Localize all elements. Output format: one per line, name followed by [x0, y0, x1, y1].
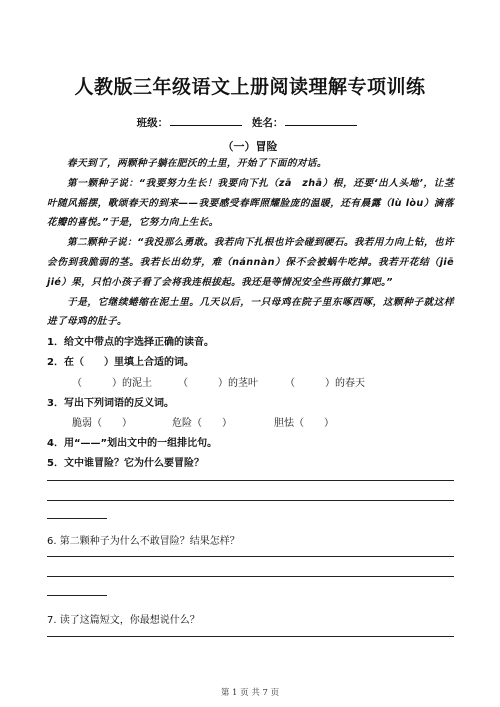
answer-line[interactable] — [47, 595, 107, 596]
question-7: 7. 读了这篇短文，你最想说什么？ — [47, 615, 200, 626]
q3-option-2[interactable]: 危险（ ） — [172, 418, 232, 429]
passage-paragraph: 于是，它继续蜷缩在泥土里。几天以后，一只母鸡在院子里东啄西啄，这颗种子就这样进了母鸡的肚子。 — [47, 296, 454, 328]
question-5: 5．文中谁冒险？它为什么要冒险？ — [47, 458, 204, 469]
answer-line[interactable] — [47, 576, 454, 577]
name-label: 姓名： — [251, 117, 284, 129]
question-4: 4．用“——”划出文中的一组排比句。 — [47, 438, 218, 449]
question-6: 6. 第二颗种子为什么不敢冒险？结果怎样？ — [47, 536, 240, 547]
answer-line[interactable] — [47, 556, 454, 557]
name-blank[interactable] — [285, 115, 357, 126]
class-blank[interactable] — [170, 115, 242, 126]
page-footer: 第 1 页 共 7 页 — [220, 688, 280, 698]
q3-option-1[interactable]: 脆弱（ ） — [72, 418, 132, 429]
answer-line[interactable] — [47, 480, 454, 481]
passage-paragraph: 春天到了，两颗种子躺在肥沃的土里，开始了下面的对话。 — [67, 158, 327, 169]
question-2: 2．在（ ）里填上合适的词。 — [47, 357, 194, 368]
class-label: 班级： — [136, 117, 169, 129]
passage-text — [47, 154, 464, 332]
q2-option-1[interactable]: （ ）的泥土 — [72, 378, 152, 389]
student-info-row — [0, 115, 500, 130]
passage-paragraph: 第一颗种子说：“我要努力生长！我要向下扎（zā zhā）根，还要‘出人头地’，让茎叶随风摇摆，歌颂春天的到来——我要感受春晖照耀脸庞的温暖，还有晨露（lù lòu）滴落花瓣的喜悦。”于是，它努力向上生长。 — [47, 177, 454, 229]
document-title: 人教版三年级语文上册阅读理解专项训练 — [74, 76, 426, 98]
passage-paragraph: 第二颗种子说：“我没那么勇敢。我若向下扎根也许会碰到硬石。我若用力向上钻，也许会伤到我脆弱的茎。我若长出幼芽，难（nánnàn）保不会被蜗牛吃掉。我若开花结（jiē jié）果，只怕小孩子看了会将我连根拔起。我还是等情况安全些再做打算吧。” — [47, 237, 464, 288]
q3-option-3[interactable]: 胆怯（ ） — [274, 418, 334, 429]
q2-option-2[interactable]: （ ）的茎叶 — [178, 378, 258, 389]
answer-line[interactable] — [47, 518, 107, 519]
answer-line[interactable] — [47, 636, 454, 637]
passage-subtitle: （一）冒险 — [222, 140, 278, 153]
answer-line[interactable] — [47, 500, 454, 501]
question-1: 1．给文中带点的字选择正确的读音。 — [47, 337, 214, 348]
q2-option-3[interactable]: （ ）的春天 — [285, 378, 365, 389]
question-3: 3．写出下列词语的反义词。 — [47, 398, 174, 409]
